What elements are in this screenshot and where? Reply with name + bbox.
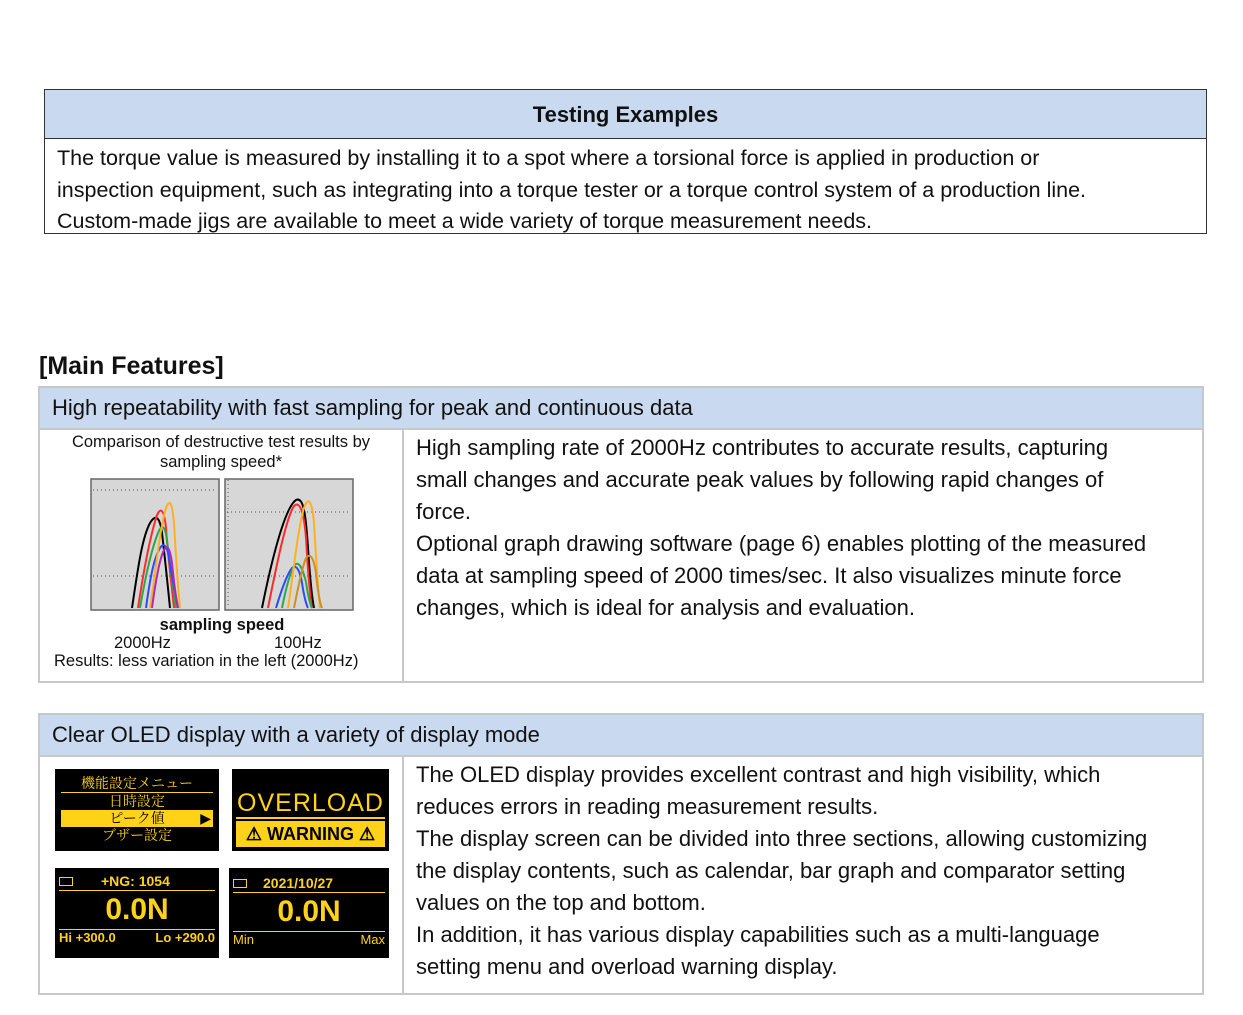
warning-icon: ⚠ <box>245 824 262 844</box>
oled-date: 2021/10/27 <box>263 875 334 891</box>
description-line: High sampling rate of 2000Hz contributes to accurate results, capturing <box>416 435 1109 460</box>
warning-icon: ⚠ <box>359 824 376 844</box>
oled-ng-count: +NG: 1054 <box>101 873 170 889</box>
testing-examples-line: Custom-made jigs are available to meet a wide variety of torque measurement needs. <box>57 209 873 233</box>
oled-min-label: Min <box>233 932 254 947</box>
description-line: In addition, it has various display capabilities such as a multi-language <box>416 922 1100 947</box>
oled-warning-text: WARNING <box>267 824 354 844</box>
battery-icon <box>59 877 73 886</box>
description-line: Optional graph drawing software (page 6) enables plotting of the measured <box>416 531 1147 556</box>
oled-date-screen <box>229 868 389 958</box>
oled-menu-item: ブザー設定 <box>102 827 172 843</box>
description-line: The display screen can be divided into three sections, allowing customizing <box>416 826 1148 851</box>
oled-max-label: Max <box>360 932 385 947</box>
oled-menu-item-selected-label: ピーク値 <box>109 810 165 826</box>
testing-examples-line: The torque value is measured by installing it to a spot where a torsional force is applied in production or <box>57 146 1040 170</box>
oled-ng-screen <box>55 868 219 958</box>
testing-examples-line: inspection equipment, such as integrating into a torque tester or a torque control system of a production line. <box>57 177 1087 202</box>
oled-date-bottom <box>233 931 385 948</box>
oled-hi-limit: Hi +300.0 <box>59 930 116 945</box>
testing-examples-text <box>45 139 1206 238</box>
testing-examples-box <box>44 89 1207 234</box>
oled-menu-screen <box>55 769 219 851</box>
figure-caption-line: sampling speed* <box>160 453 282 471</box>
speed-label-right: 100Hz <box>274 634 322 652</box>
oled-overload-text: OVERLOAD <box>237 789 384 817</box>
speed-label-left: 2000Hz <box>114 634 171 652</box>
oled-examples-figure <box>40 757 404 993</box>
feature-sampling-description <box>404 430 1202 681</box>
testing-examples-title: Testing Examples <box>45 90 1206 139</box>
main-features-heading: [Main Features] <box>39 352 224 380</box>
description-line: The OLED display provides excellent contrast and high visibility, which <box>416 762 1101 787</box>
feature-oled-table <box>38 713 1204 995</box>
oled-menu-item-selected <box>61 810 213 827</box>
results-note: Results: less variation in the left (2000Hz) <box>54 652 359 670</box>
oled-date-top <box>233 874 385 893</box>
battery-icon <box>233 879 247 888</box>
destructive-test-graphs <box>90 478 356 612</box>
graph-pair <box>90 478 356 617</box>
feature-oled-header: Clear OLED display with a variety of display mode <box>40 715 1202 757</box>
description-line: force. <box>416 499 472 524</box>
description-line: values on the top and bottom. <box>416 890 706 915</box>
description-line: the display contents, such as calendar, bar graph and comparator setting <box>416 858 1126 883</box>
feature-oled-description <box>404 757 1202 993</box>
description-line: small changes and accurate peak values by following rapid changes of <box>416 467 1104 492</box>
oled-warning-banner <box>236 821 385 847</box>
oled-menu-title: 機能設定メニュー <box>61 775 213 793</box>
oled-ng-top <box>59 872 215 891</box>
description-line: reduces errors in reading measurement results. <box>416 794 879 819</box>
oled-date-value: 0.0N <box>277 895 341 928</box>
feature-sampling-table <box>38 386 1204 683</box>
feature-sampling-header: High repeatability with fast sampling for peak and continuous data <box>40 388 1202 430</box>
graph-100hz <box>225 479 353 610</box>
sampling-comparison-figure <box>40 430 404 681</box>
speed-title: sampling speed <box>159 616 285 634</box>
description-line: setting menu and overload warning display. <box>416 954 838 979</box>
description-line: changes, which is ideal for analysis and evaluation. <box>416 595 915 620</box>
oled-overload-screen <box>232 769 389 851</box>
figure-caption-line: Comparison of destructive test results by <box>71 433 371 451</box>
triangle-right-icon: ▶ <box>200 810 211 826</box>
oled-lo-limit: Lo +290.0 <box>155 930 215 945</box>
oled-ng-bottom <box>59 929 215 946</box>
description-line: data at sampling speed of 2000 times/sec. It also visualizes minute force <box>416 563 1122 588</box>
graph-2000hz <box>91 479 219 610</box>
oled-ng-value: 0.0N <box>105 893 169 926</box>
figure-caption <box>40 432 402 472</box>
oled-menu-item: 日時設定 <box>109 793 165 809</box>
